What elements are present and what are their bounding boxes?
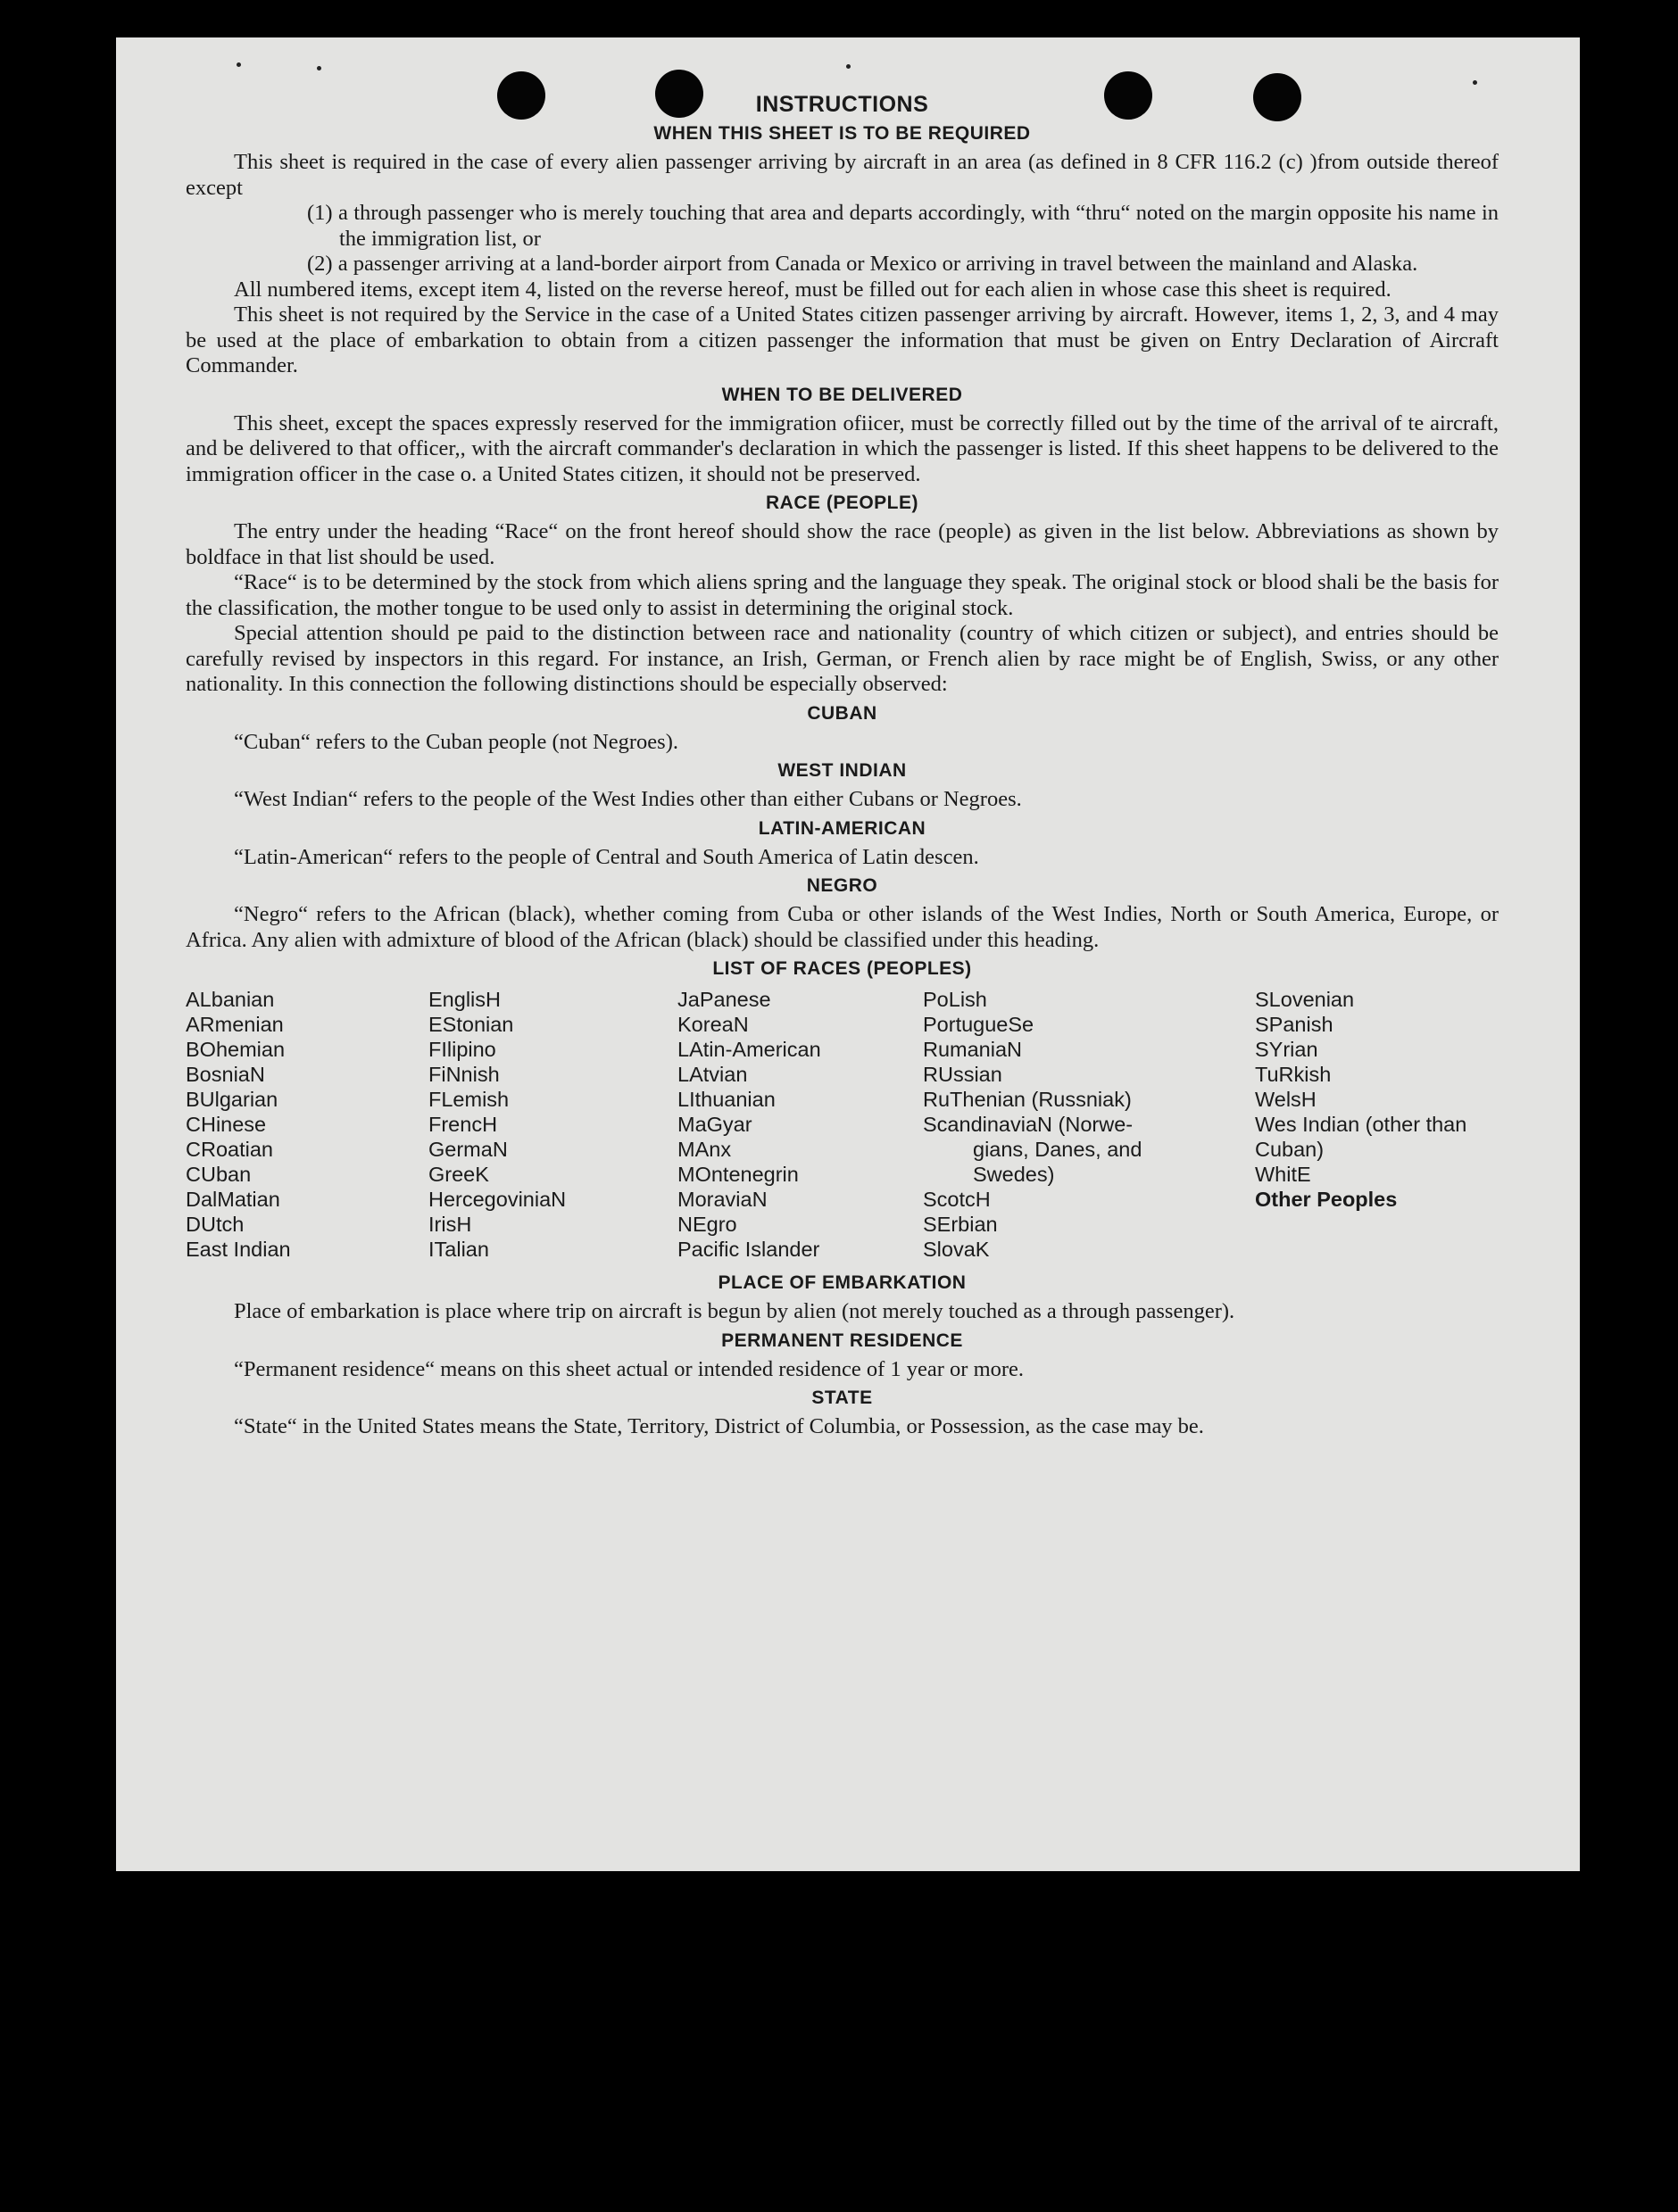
race-entry: BUlgarian xyxy=(186,1088,278,1111)
paragraph-delivered: This sheet, except the spaces expressly reserved for the immigration ofiicer, must be correctly filled out by the time of the arrival of te aircraft, and be delivered to that officer,, with the aircraft commander's declaration in which the passenger is listed. If this sheet happens to be delivered to the immigration officer in the case o. a United States citizen, it should not be preserved. xyxy=(186,410,1499,486)
race-entry: DalMatian xyxy=(186,1188,280,1211)
paragraph-citizen: This sheet is not required by the Service in the case of a United States citizen passenger arriving by aircraft. However, items 1, 2, 3, and 4 may be used at the place of embarkation to obtain from a citizen passenger the information that must be given on Entry Declaration of Aircraft Commander. xyxy=(186,302,1499,377)
races-column xyxy=(1255,987,1499,1262)
race-entry: SlovaK xyxy=(923,1238,990,1261)
race-entry: MOntenegrin xyxy=(677,1163,799,1186)
race-entry: FiNnish xyxy=(428,1063,500,1086)
race-entry: Swedes) xyxy=(973,1163,1055,1186)
speck xyxy=(1473,80,1477,85)
heading-permanent-residence: PERMANENT RESIDENCE xyxy=(721,1330,963,1351)
paragraph-residence: “Permanent residence“ means on this sheet actual or intended residence of 1 year or more. xyxy=(234,1356,1025,1381)
race-entry: Wes Indian (other than Cuban) xyxy=(1255,1113,1467,1161)
race-entry: CUban xyxy=(186,1163,252,1186)
heading-when-required: WHEN THIS SHEET IS TO BE REQUIRED xyxy=(653,123,1031,144)
race-entry: LAtvian xyxy=(677,1063,748,1086)
races-column xyxy=(428,987,677,1262)
races-column xyxy=(923,987,1255,1262)
race-entry: TuRkish xyxy=(1255,1063,1332,1086)
speck xyxy=(846,64,851,69)
race-entry: IrisH xyxy=(428,1213,472,1236)
races-list xyxy=(186,987,1499,1262)
race-entry: WhitE xyxy=(1255,1163,1311,1186)
heading-negro: NEGRO xyxy=(806,875,878,896)
race-entry: RuThenian (Russniak) xyxy=(923,1088,1132,1111)
race-entry: ScandinaviaN (Norwe- xyxy=(923,1113,1134,1136)
heading-west-indian: WEST INDIAN xyxy=(777,760,907,781)
paragraph-required: This sheet is required in the case of every alien passenger arriving by aircraft in an area (as defined in 8 CFR 116.2 (c) )from outside thereof except xyxy=(186,150,1499,200)
race-entry: Pacific Islander xyxy=(677,1238,820,1261)
race-entry: EnglisH xyxy=(428,988,501,1011)
race-entry: MaGyar xyxy=(677,1113,752,1136)
race-entry: RumaniaN xyxy=(923,1038,1023,1061)
race-entry: WelsH xyxy=(1255,1088,1317,1111)
paragraph-latin-american: “Latin-American“ refers to the people of Central and South America of Latin descen. xyxy=(234,844,979,869)
race-entry: GermaN xyxy=(428,1138,508,1161)
heading-state: STATE xyxy=(811,1388,873,1408)
race-entry: PoLish xyxy=(923,988,987,1011)
races-column xyxy=(677,987,923,1262)
heading-place-of-embarkation: PLACE OF EMBARKATION xyxy=(718,1272,967,1293)
race-entry: HercegoviniaN xyxy=(428,1188,567,1211)
race-entry: LAtin-American xyxy=(677,1038,821,1061)
paragraph-embarkation: Place of embarkation is place where trip on aircraft is begun by alien (not merely touched as a through passenger). xyxy=(234,1299,1235,1323)
race-entry: ITalian xyxy=(428,1238,489,1261)
race-entry: FLemish xyxy=(428,1088,510,1111)
race-entry: LIthuanian xyxy=(677,1088,776,1111)
race-entry: KoreaN xyxy=(677,1013,749,1036)
race-entry: PortugueSe xyxy=(923,1013,1034,1036)
race-entry: Other Peoples xyxy=(1255,1188,1398,1211)
race-entry: CHinese xyxy=(186,1113,267,1136)
race-entry: DUtch xyxy=(186,1213,245,1236)
list-item: (2) a passenger arriving at a land-border airport from Canada or Mexico or arriving in travel between the mainland and Alaska. xyxy=(307,252,1418,276)
speck xyxy=(237,62,241,67)
paragraph-state: “State“ in the United States means the State, Territory, District of Columbia, or Possession, as the case may be. xyxy=(234,1414,1204,1438)
paragraph-west-indian: “West Indian“ refers to the people of the West Indies other than either Cubans or Negroes. xyxy=(234,787,1022,811)
heading-list-of-races: LIST OF RACES (PEOPLES) xyxy=(712,958,972,979)
race-entry: MoraviaN xyxy=(677,1188,768,1211)
race-entry: CRoatian xyxy=(186,1138,273,1161)
heading-when-delivered: WHEN TO BE DELIVERED xyxy=(721,384,963,405)
race-entry: ScotcH xyxy=(923,1188,991,1211)
list-item: (1) a through passenger who is merely touching that area and departs accordingly, with “thru“ noted on the margin opposite his name in the immigration list, or xyxy=(307,201,1499,251)
heading-cuban: CUBAN xyxy=(807,702,877,724)
document-page xyxy=(116,37,1580,1871)
race-entry: SYrian xyxy=(1255,1038,1318,1061)
heading-latin-american: LATIN-AMERICAN xyxy=(758,817,926,839)
race-entry: gians, Danes, and xyxy=(973,1138,1142,1161)
race-entry: GreeK xyxy=(428,1163,489,1186)
race-entry: RUssian xyxy=(923,1063,1002,1086)
race-entry: SLovenian xyxy=(1255,988,1355,1011)
paragraph-numbered-items: All numbered items, except item 4, listed on the reverse hereof, must be filled out for each alien in whose case this sheet is required. xyxy=(234,277,1391,302)
race-entry: EStonian xyxy=(428,1013,514,1036)
paragraph-cuban: “Cuban“ refers to the Cuban people (not Negroes). xyxy=(234,729,678,754)
race-entry: FIlipino xyxy=(428,1038,496,1061)
race-entry: East Indian xyxy=(186,1238,291,1261)
instructions-text xyxy=(186,91,1499,1440)
title-instructions: INSTRUCTIONS xyxy=(755,92,929,117)
paragraph-race-2: “Race“ is to be determined by the stock from which aliens spring and the language they speak. The original stock or blood shali be the basis for the classification, the mother tongue to be used only to assist in determining the original stock. xyxy=(186,570,1499,620)
race-entry: SErbian xyxy=(923,1213,998,1236)
race-entry: FrencH xyxy=(428,1113,498,1136)
race-entry: NEgro xyxy=(677,1213,737,1236)
paragraph-race-1: The entry under the heading “Race“ on the front hereof should show the race (people) as given in the list below. Abbreviations as shown by boldface in that list should be used. xyxy=(186,519,1499,569)
race-entry: SPanish xyxy=(1255,1013,1333,1036)
race-entry: ARmenian xyxy=(186,1013,284,1036)
race-entry: MAnx xyxy=(677,1138,732,1161)
heading-race: RACE (PEOPLE) xyxy=(765,493,918,513)
races-column xyxy=(186,987,428,1262)
race-entry: BOhemian xyxy=(186,1038,286,1061)
race-entry: JaPanese xyxy=(677,988,771,1011)
race-entry: ALbanian xyxy=(186,988,275,1011)
race-entry: BosniaN xyxy=(186,1063,265,1086)
paragraph-race-3: Special attention should pe paid to the distinction between race and nationality (country of which citizen or subject), and entries should be carefully revised by inspectors in this regard. For instance, an Irish, German, or French alien by race might be of English, Swiss, or any other nationality. In this connection the following distinctions should be especially observed: xyxy=(186,621,1499,696)
speck xyxy=(317,66,321,70)
paragraph-negro: “Negro“ refers to the African (black), whether coming from Cuba or other islands of the West Indies, North or South America, Europe, or Africa. Any alien with admixture of blood of the African (black) should be classified under this heading. xyxy=(186,902,1499,952)
